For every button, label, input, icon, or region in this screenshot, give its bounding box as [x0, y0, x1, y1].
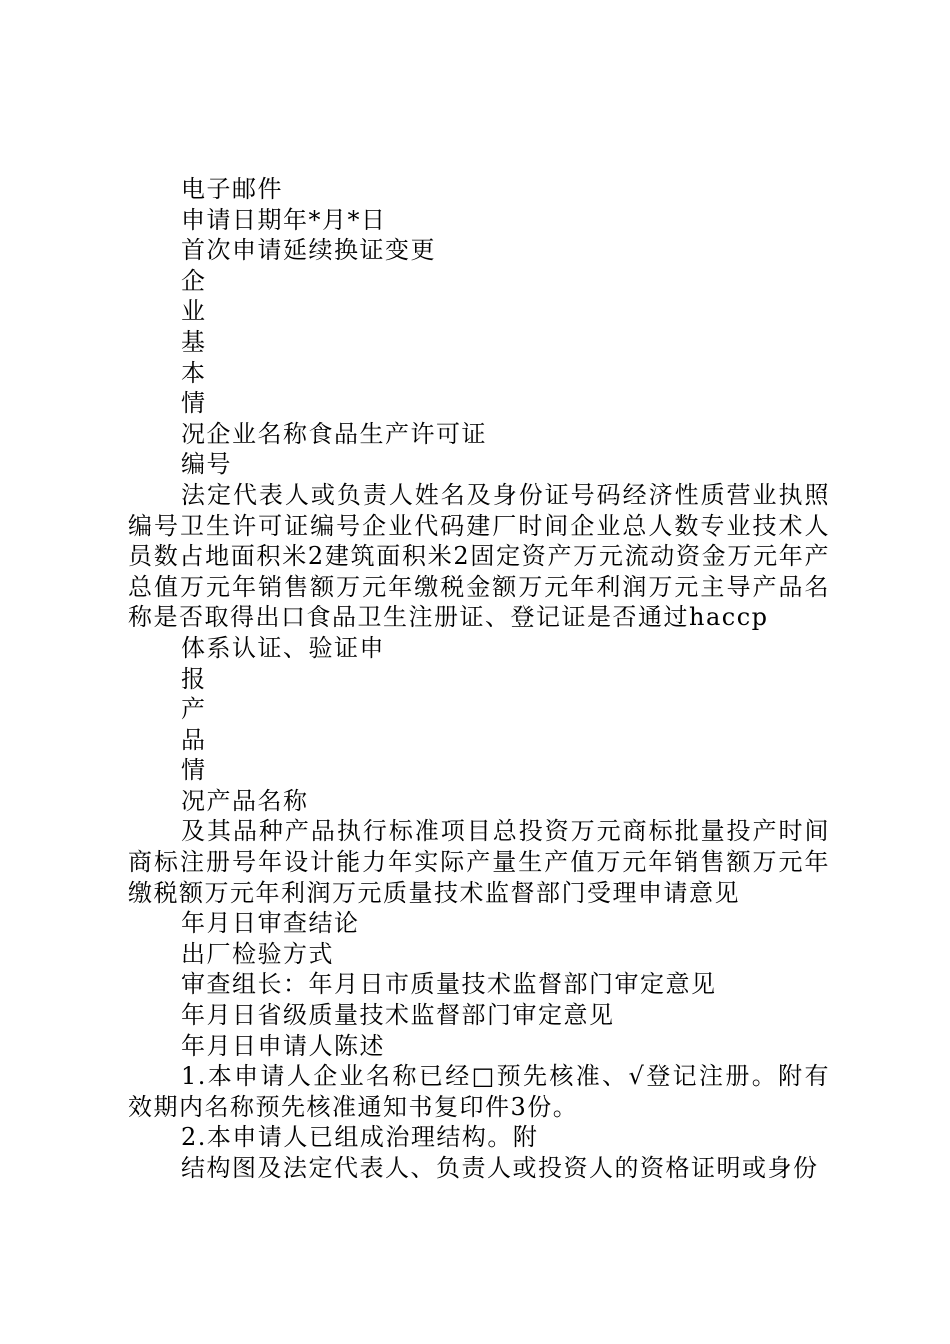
paragraph-vertical-char: 本	[181, 358, 207, 387]
paragraph-application-type: 首次申请延续换证变更	[181, 236, 436, 265]
paragraph-product-name: 况产品名称	[181, 786, 309, 815]
paragraph-vertical-char: 报	[181, 664, 207, 693]
document-body	[128, 174, 830, 1184]
paragraph-vertical-char: 产	[181, 695, 207, 724]
paragraph-statement-1: 1.本申请人企业名称已经□预先核准、√登记注册。附有效期内名称预先核准通知书复印件3份。	[128, 1062, 830, 1121]
paragraph-company-info: 法定代表人或负责人姓名及身份证号码经济性质营业执照编号卫生许可证编号企业代码建厂时间企业总人数专业技术人员数占地面积米2建筑面积米2固定资产万元流动资金万元年产总值万元年销售额万元年缴税金额万元年利润万元主导产品名称是否取得出口食品卫生注册证、登记证是否通过haccp	[128, 480, 830, 632]
paragraph-vertical-char: 基	[181, 327, 207, 356]
paragraph-vertical-char: 情	[181, 756, 207, 785]
paragraph-vertical-char: 情	[181, 389, 207, 418]
paragraph-vertical-char: 业	[181, 297, 207, 326]
paragraph-company-name: 况企业名称食品生产许可证	[181, 419, 487, 448]
paragraph-provincial-opinion: 年月日省级质量技术监督部门审定意见	[181, 1001, 615, 1030]
paragraph-application-date: 申请日期年*月*日	[181, 205, 387, 234]
paragraph-applicant-statement: 年月日申请人陈述	[181, 1031, 385, 1060]
paragraph-product-info: 及其品种产品执行标准项目总投资万元商标批量投产时间商标注册号年设计能力年实际产量生产值万元年销售额万元年缴税额万元年利润万元质量技术监督部门受理申请意见	[128, 817, 830, 907]
paragraph-review-leader: 审查组长：年月日市质量技术监督部门审定意见	[181, 970, 717, 999]
paragraph-certification: 体系认证、验证申	[181, 633, 385, 662]
paragraph-vertical-char: 企	[181, 266, 207, 295]
paragraph-email: 电子邮件	[181, 175, 283, 203]
paragraph-review-conclusion: 年月日审查结论	[181, 909, 360, 938]
paragraph-vertical-char: 品	[181, 725, 207, 754]
paragraph-statement-2-cont: 结构图及法定代表人、负责人或投资人的资格证明或身份	[181, 1154, 819, 1182]
paragraph-statement-2: 2.本申请人已组成治理结构。附	[181, 1123, 539, 1152]
paragraph-number: 编号	[181, 450, 232, 479]
paragraph-inspection-method: 出厂检验方式	[181, 939, 334, 968]
